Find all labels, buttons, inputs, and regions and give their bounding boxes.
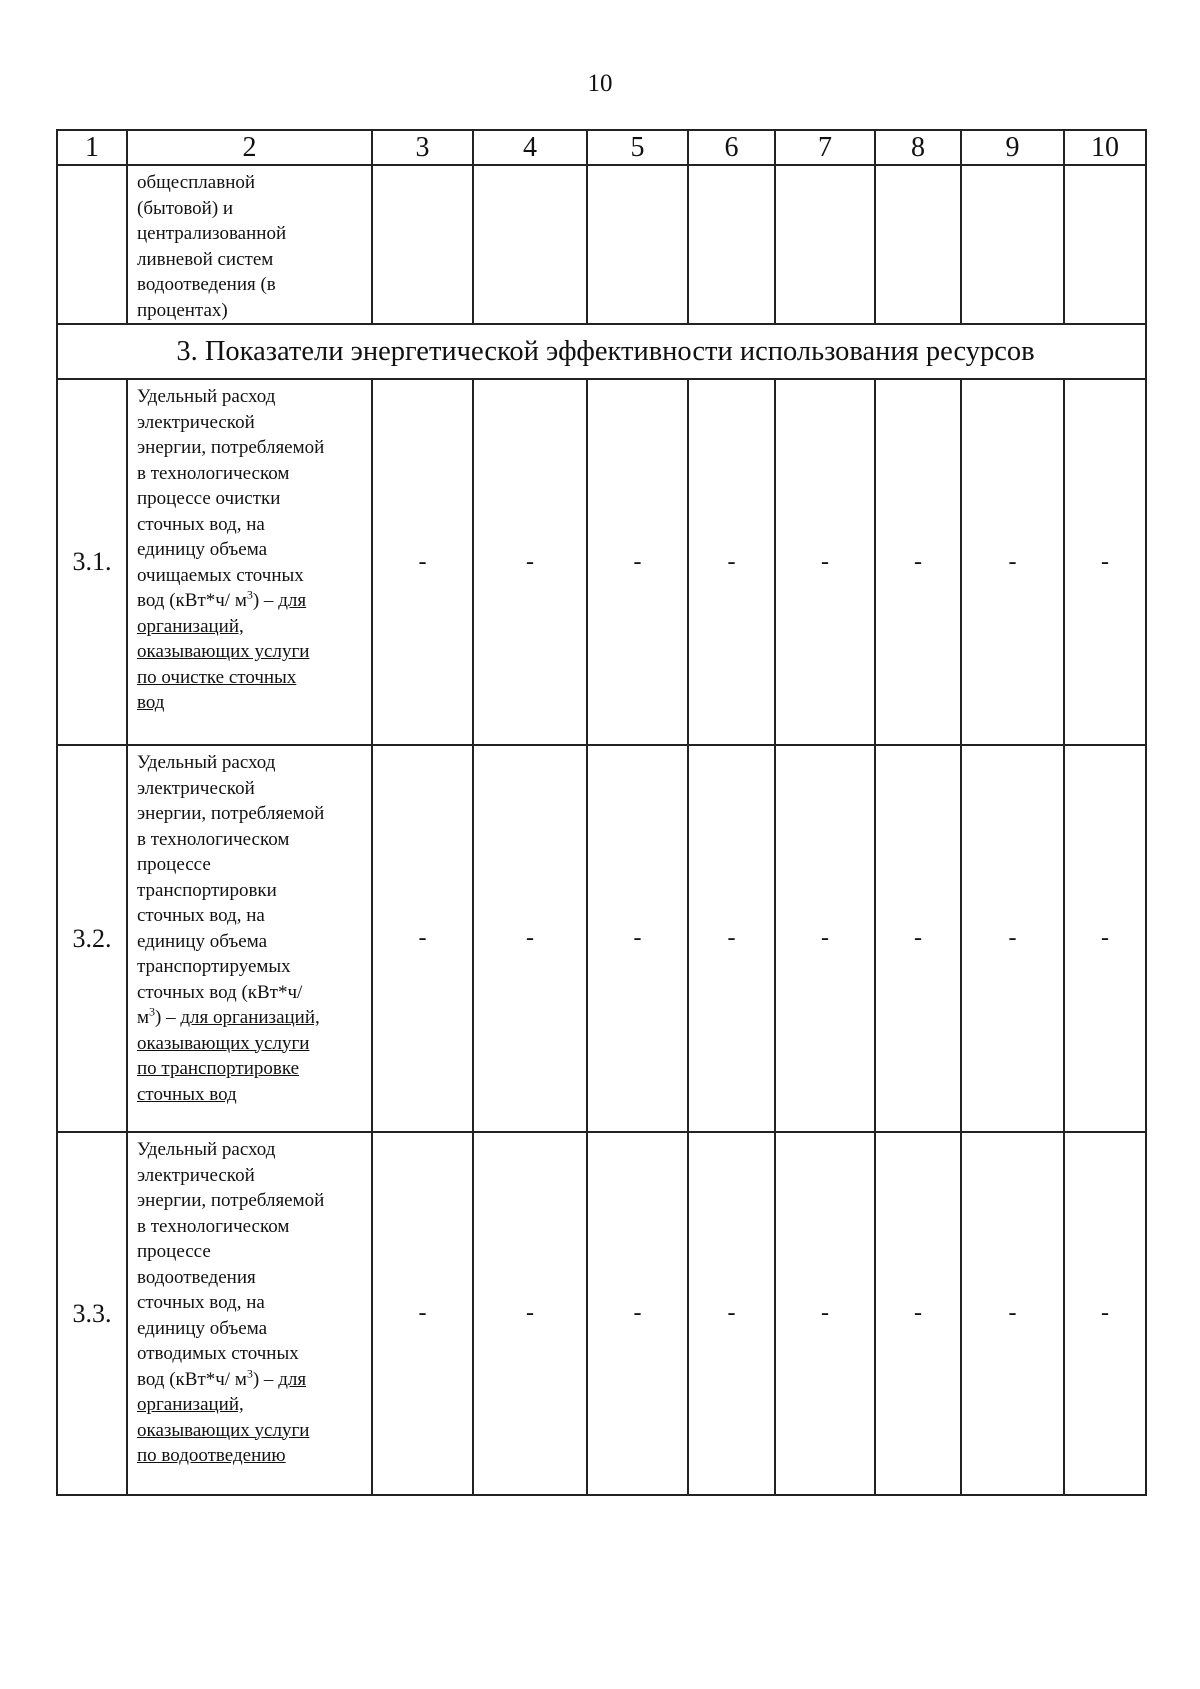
value-cell xyxy=(473,165,587,324)
description-line xyxy=(137,1005,365,1031)
value-cell: - xyxy=(961,745,1064,1132)
description-line xyxy=(137,1367,365,1393)
description-line: в технологическом xyxy=(137,462,290,484)
underlined-line: оказывающих услуги xyxy=(137,1419,310,1441)
value-cell: - xyxy=(587,379,688,745)
description-line: водоотведения xyxy=(137,1266,256,1288)
description-line: электрической xyxy=(137,1164,255,1186)
description-line: в технологическом xyxy=(137,828,290,850)
underlined-text: для xyxy=(278,590,307,611)
value-cell: - xyxy=(587,1132,688,1495)
indicator-description xyxy=(127,1132,372,1495)
description-line: процессе очистки xyxy=(137,488,281,509)
description-line: процессе xyxy=(137,1241,211,1262)
description-line: энергии, потребляемой xyxy=(137,1190,325,1211)
column-header: 6 xyxy=(688,130,775,165)
underlined-line: по транспортировке xyxy=(137,1058,300,1079)
indicator-description xyxy=(127,745,372,1132)
description-line: единицу объема xyxy=(137,930,268,952)
underlined-line: оказывающих услуги xyxy=(137,1032,310,1054)
value-cell: - xyxy=(961,379,1064,745)
description-line: сточных вод, на xyxy=(137,1292,265,1313)
value-cell xyxy=(587,165,688,324)
column-header: 2 xyxy=(127,130,372,165)
description-line: сточных вод, на xyxy=(137,513,265,535)
description-line: процессе xyxy=(137,854,211,875)
column-header: 7 xyxy=(775,130,875,165)
value-cell: - xyxy=(688,379,775,745)
value-cell xyxy=(875,165,961,324)
column-number-row xyxy=(57,130,1146,165)
value-cell: - xyxy=(473,379,587,745)
row-number: 3.2. xyxy=(57,745,127,1132)
underlined-text: для xyxy=(278,1368,307,1390)
unit-text: м xyxy=(137,1007,150,1028)
description-line xyxy=(137,588,365,614)
column-header: 1 xyxy=(57,130,127,165)
page-number: 10 xyxy=(587,70,613,97)
value-cell: - xyxy=(688,745,775,1132)
description-line: сточных вод (кВт*ч/ xyxy=(137,981,303,1003)
description-line: транспортировки xyxy=(137,879,277,901)
value-cell xyxy=(372,165,473,324)
description-line: Удельный расход xyxy=(137,1139,276,1160)
table-row xyxy=(57,1132,1146,1495)
description-line: единицу объема xyxy=(137,1317,268,1339)
column-header: 4 xyxy=(473,130,587,165)
value-cell: - xyxy=(875,379,961,745)
column-header: 8 xyxy=(875,130,961,165)
value-cell: - xyxy=(372,1132,473,1495)
value-cell: - xyxy=(775,379,875,745)
value-cell: - xyxy=(961,1132,1064,1495)
value-cell: - xyxy=(775,1132,875,1495)
description-line: электрической xyxy=(137,411,255,433)
value-cell: - xyxy=(1064,1132,1146,1495)
value-cell: - xyxy=(473,1132,587,1495)
row-number-cell xyxy=(57,165,127,324)
value-cell: - xyxy=(1064,745,1146,1132)
value-cell xyxy=(1064,165,1146,324)
value-cell: - xyxy=(688,1132,775,1495)
description-line: ливневой систем xyxy=(137,248,274,270)
continued-row xyxy=(57,165,1146,324)
indicator-description xyxy=(127,165,372,324)
description-line: сточных вод, на xyxy=(137,905,265,926)
unit-superscript: 3 xyxy=(149,1004,156,1019)
description-line: Удельный расход xyxy=(137,752,276,773)
column-header: 5 xyxy=(587,130,688,165)
underlined-line: организаций, xyxy=(137,1394,244,1415)
row-number: 3.1. xyxy=(57,379,127,745)
table-row xyxy=(57,379,1146,745)
value-cell xyxy=(775,165,875,324)
unit-superscript: 3 xyxy=(246,587,253,602)
description-line: централизованной xyxy=(137,223,287,244)
unit-superscript: 3 xyxy=(246,1366,253,1381)
description-line: отводимых сточных xyxy=(137,1343,299,1364)
row-number: 3.3. xyxy=(57,1132,127,1495)
description-line: электрической xyxy=(137,777,255,799)
table-row xyxy=(57,745,1146,1132)
section-row xyxy=(57,324,1146,379)
unit-text: ) – xyxy=(252,590,279,611)
value-cell: - xyxy=(372,379,473,745)
underlined-text: для организаций, xyxy=(180,1007,320,1028)
column-header: 3 xyxy=(372,130,473,165)
description-line: транспортируемых xyxy=(137,956,291,977)
unit-text: вод (кВт*ч/ м xyxy=(137,1368,247,1390)
underlined-line: по водоотведению xyxy=(137,1445,286,1466)
underlined-line: сточных вод xyxy=(137,1083,237,1105)
section-title: 3. Показатели энергетической эффективности использования ресурсов xyxy=(57,324,1146,379)
unit-text: вод (кВт*ч/ м xyxy=(137,590,247,611)
value-cell: - xyxy=(473,745,587,1132)
value-cell: - xyxy=(1064,379,1146,745)
column-header: 9 xyxy=(961,130,1064,165)
value-cell: - xyxy=(372,745,473,1132)
value-cell xyxy=(688,165,775,324)
indicator-description xyxy=(127,379,372,745)
indicators-table xyxy=(56,129,1147,1496)
description-line: энергии, потребляемой xyxy=(137,437,325,458)
unit-text: ) – xyxy=(252,1368,279,1390)
description-line: Удельный расход xyxy=(137,386,276,407)
value-cell xyxy=(961,165,1064,324)
description-line: энергии, потребляемой xyxy=(137,803,325,824)
underlined-line: по очистке сточных xyxy=(137,666,297,688)
value-cell: - xyxy=(775,745,875,1132)
description-line: водоотведения (в xyxy=(137,274,276,295)
underlined-line: оказывающих услуги xyxy=(137,641,310,662)
underlined-line: вод xyxy=(137,692,165,713)
column-header: 10 xyxy=(1064,130,1146,165)
unit-text: ) – xyxy=(155,1007,181,1028)
description-line: в технологическом xyxy=(137,1215,290,1237)
value-cell: - xyxy=(587,745,688,1132)
underlined-line: организаций, xyxy=(137,615,244,637)
description-line: (бытовой) и xyxy=(137,197,234,219)
description-line: процентах) xyxy=(137,299,228,321)
description-line: общесплавной xyxy=(137,172,256,193)
value-cell: - xyxy=(875,745,961,1132)
description-line: очищаемых сточных xyxy=(137,564,304,586)
description-line: единицу объема xyxy=(137,539,268,560)
value-cell: - xyxy=(875,1132,961,1495)
